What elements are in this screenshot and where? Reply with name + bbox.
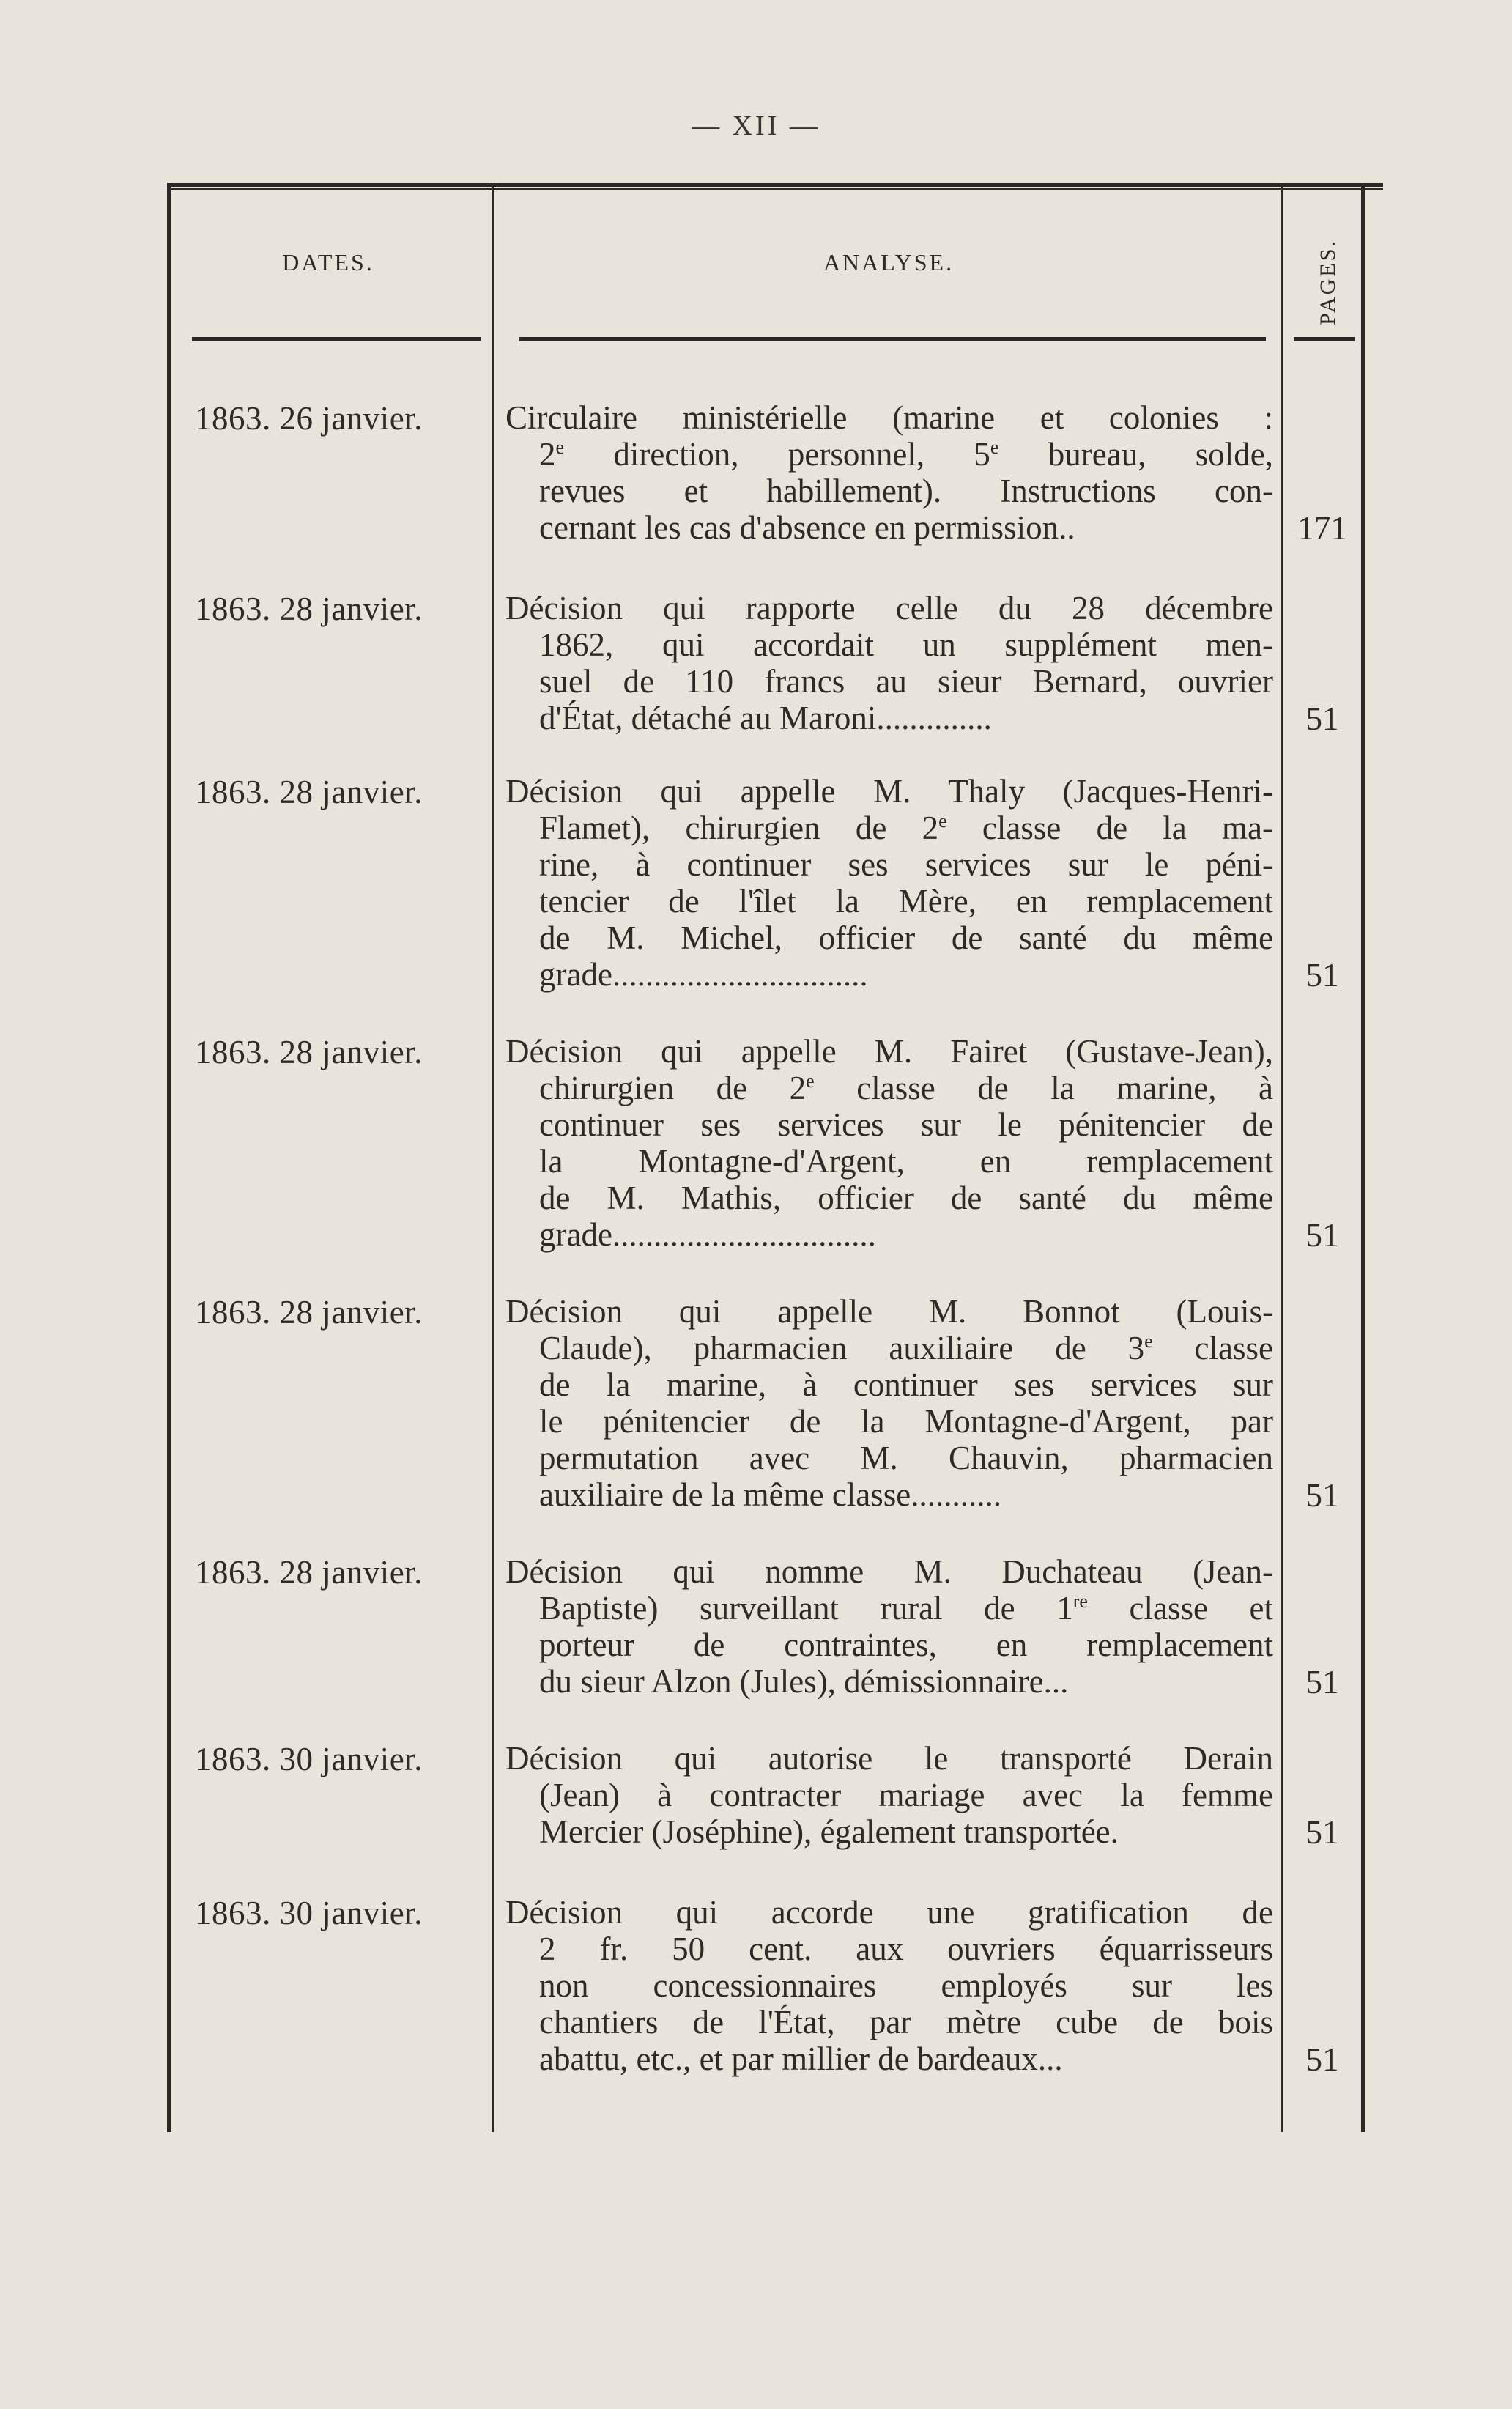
dates-column-divider — [492, 183, 494, 2132]
table-top-rule — [167, 183, 1383, 190]
entry-analysis — [505, 1894, 1273, 2077]
entry-date: 1863. 28 janvier. — [195, 1034, 423, 1070]
entry-date: 1863. 30 janvier. — [195, 1895, 423, 1931]
entry-analysis-line: le pénitencier de la Montagne-d'Argent, par — [539, 1403, 1273, 1440]
entry-analysis-line: revues et habillement). Instructions con- — [539, 473, 1273, 509]
entry-analysis-line: suel de 110 francs au sieur Bernard, ouvrier — [539, 663, 1273, 700]
entry-analysis-line: permutation avec M. Chauvin, pharmacien — [539, 1440, 1273, 1476]
entry-page-number: 51 — [1305, 1217, 1339, 1254]
entry-analysis — [505, 590, 1273, 736]
page-folio: — XII — — [692, 111, 820, 141]
entry-page-number: 171 — [1297, 510, 1347, 547]
entry-analysis-line: Décision qui appelle M. Thaly (Jacques-Henri- — [505, 773, 1273, 810]
entry-date: 1863. 28 janvier. — [195, 591, 423, 627]
entry-analysis-line: Décision qui appelle M. Fairet (Gustave-Jean), — [505, 1033, 1273, 1070]
analysis-table — [167, 183, 1383, 2132]
entry-analysis-line: porteur de contraintes, en remplacement — [539, 1627, 1273, 1663]
entry-analysis-line: Circulaire ministérielle (marine et colonies : — [505, 399, 1273, 436]
entry-analysis-line: rine, à continuer ses services sur le péni- — [539, 846, 1273, 883]
entry-analysis — [505, 1740, 1273, 1850]
entry-analysis-line: Mercier (Joséphine), également transportée. — [539, 1813, 1119, 1850]
entry-analysis-line: 2 fr. 50 cent. aux ouvriers équarrisseurs — [539, 1931, 1273, 1967]
entry-page-number: 51 — [1305, 1477, 1339, 1514]
entry-analysis-line: Baptiste) surveillant rural de 1re classe et — [539, 1590, 1274, 1627]
entry-page-number: 51 — [1305, 1664, 1339, 1701]
entry-date: 1863. 28 janvier. — [195, 1554, 423, 1591]
entry-analysis-line: du sieur Alzon (Jules), démissionnaire... — [539, 1663, 1069, 1700]
entry-analysis-line: Décision qui nomme M. Duchateau (Jean- — [505, 1553, 1273, 1590]
analyse-column-divider — [1281, 183, 1283, 2132]
entry-analysis-line: abattu, etc., et par millier de bardeaux... — [539, 2040, 1063, 2077]
entry-analysis-line: tencier de l'îlet la Mère, en remplacement — [539, 883, 1273, 919]
table-left-border — [167, 183, 171, 2132]
entry-page-number: 51 — [1305, 1814, 1339, 1851]
header-pages — [1295, 234, 1361, 330]
header-underline-pages — [1294, 337, 1355, 341]
entry-analysis-line: grade............................... — [539, 956, 868, 993]
entry-date: 1863. 28 janvier. — [195, 1294, 423, 1331]
entry-analysis-line: non concessionnaires employés sur les — [539, 1967, 1273, 2004]
header-pages-label: PAGES. — [1316, 239, 1340, 325]
entry-analysis-line: Flamet), chirurgien de 2e classe de la ma- — [539, 810, 1273, 846]
entry-analysis-line: Décision qui appelle M. Bonnot (Louis- — [505, 1293, 1273, 1330]
entry-analysis-line: de M. Michel, officier de santé du même — [539, 919, 1273, 956]
entry-page-number: 51 — [1305, 2041, 1339, 2078]
entry-analysis-line: 1862, qui accordait un supplément men- — [539, 626, 1273, 663]
entry-analysis-line: de M. Mathis, officier de santé du même — [539, 1180, 1273, 1216]
entry-analysis-line: chirurgien de 2e classe de la marine, à — [539, 1070, 1273, 1106]
entry-analysis-line: Claude), pharmacien auxiliaire de 3e classe — [539, 1330, 1273, 1366]
entry-analysis-line: Décision qui rapporte celle du 28 décembre — [505, 590, 1273, 626]
entry-analysis-line: la Montagne-d'Argent, en remplacement — [539, 1143, 1273, 1180]
entry-analysis-line: grade................................ — [539, 1216, 876, 1253]
header-underline-analyse — [519, 337, 1266, 341]
entry-analysis-line: d'État, détaché au Maroni.............. — [539, 700, 992, 736]
entry-analysis — [505, 399, 1273, 546]
entry-analysis — [505, 1553, 1273, 1700]
entry-analysis-line: de la marine, à continuer ses services sur — [539, 1366, 1273, 1403]
entry-page-number: 51 — [1305, 957, 1339, 993]
entry-analysis-line: Décision qui autorise le transporté Derain — [505, 1740, 1273, 1777]
header-underline-dates — [192, 337, 481, 341]
entry-analysis-line: Décision qui accorde une gratification de — [505, 1894, 1273, 1931]
entry-date: 1863. 28 janvier. — [195, 774, 423, 810]
entry-page-number: 51 — [1305, 700, 1339, 737]
entry-analysis-line: chantiers de l'État, par mètre cube de bois — [539, 2004, 1273, 2040]
header-dates: DATES. — [282, 249, 374, 275]
entry-analysis — [505, 773, 1273, 993]
entry-date: 1863. 26 janvier. — [195, 400, 423, 437]
entry-analysis — [505, 1033, 1273, 1253]
entry-date: 1863. 30 janvier. — [195, 1741, 423, 1777]
entry-analysis-line: auxiliaire de la même classe........... — [539, 1476, 1002, 1513]
entry-analysis — [505, 1293, 1273, 1513]
entry-analysis-line: 2e direction, personnel, 5e bureau, solde, — [539, 436, 1273, 473]
entry-analysis-line: continuer ses services sur le pénitencier de — [539, 1106, 1273, 1143]
table-right-border — [1361, 183, 1365, 2132]
entry-analysis-line: (Jean) à contracter mariage avec la femme — [539, 1777, 1273, 1813]
entry-analysis-line: cernant les cas d'absence en permission.. — [539, 509, 1075, 546]
header-analyse: ANALYSE. — [823, 249, 955, 275]
